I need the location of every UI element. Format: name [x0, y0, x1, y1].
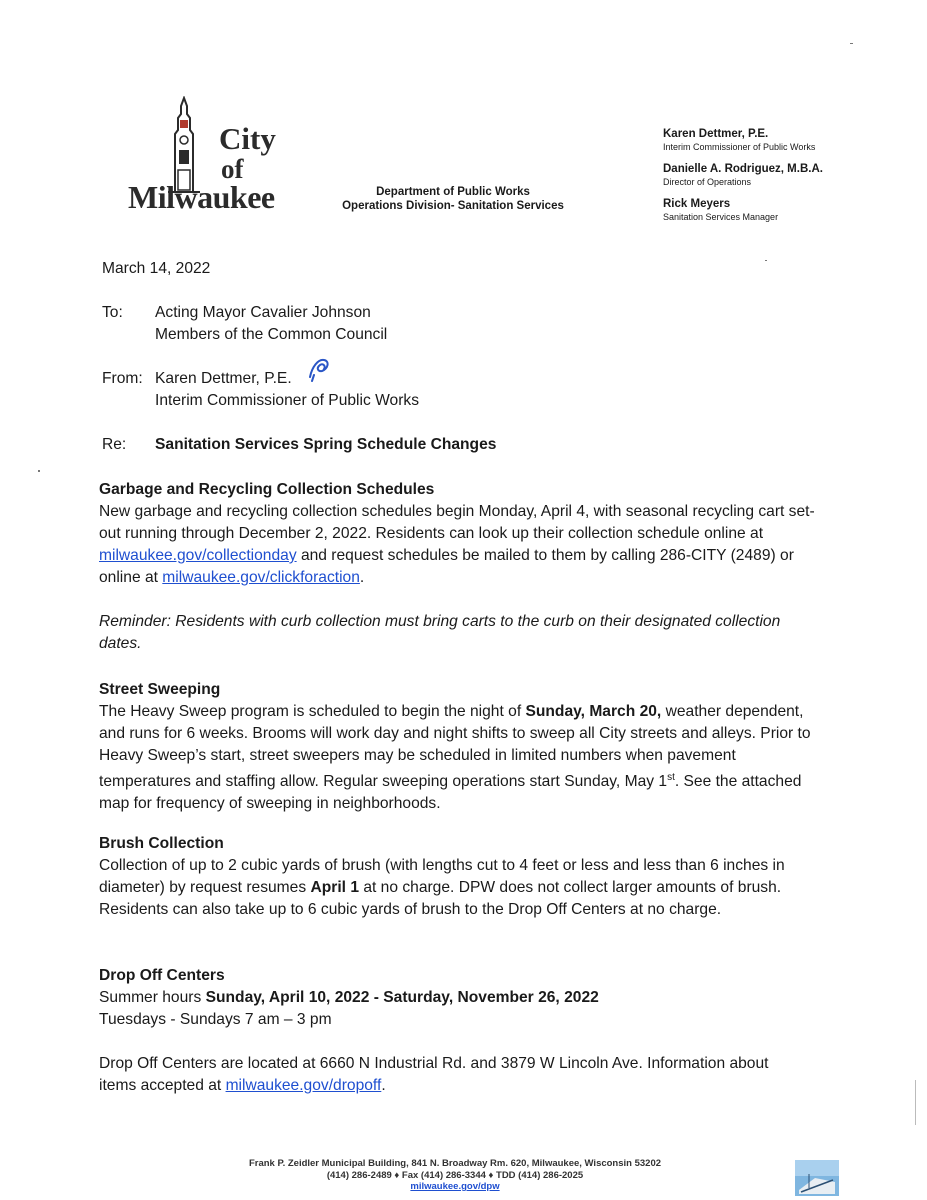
brush-paragraph: [99, 855, 804, 921]
to-line-2: Members of the Common Council: [155, 326, 388, 343]
staff-title: Interim Commissioner of Public Works: [663, 142, 816, 152]
sweeping-heading: Street Sweeping: [99, 681, 221, 698]
logo-of-text: of: [221, 154, 244, 184]
to-label: To:: [102, 304, 123, 321]
sweeping-paragraph: [99, 701, 821, 815]
staff-list: [663, 128, 893, 233]
logo-milwaukee-text: Milwaukee: [128, 179, 275, 215]
collectionday-link[interactable]: milwaukee.gov/collectionday: [99, 547, 297, 564]
brush-resume-date: April 1: [310, 879, 359, 896]
from-line-1: Karen Dettmer, P.E.: [155, 370, 292, 387]
staff-name: Danielle A. Rodriguez, M.B.A.: [663, 163, 823, 175]
brush-text-2: at no charge. DPW does not collect larger amounts of brush. Residents can also take up to 6 cubic yards of brush to the Drop Off Centers at no charge.: [99, 879, 782, 918]
division-name: Operations Division- Sanitation Services: [342, 200, 564, 212]
scan-speck: [850, 43, 853, 44]
staff-entry: [663, 198, 893, 223]
from-line-2: Interim Commissioner of Public Works: [155, 392, 420, 409]
logo-city-text: City: [219, 121, 276, 156]
dropoff-heading: Drop Off Centers: [99, 967, 225, 984]
dropoff-text-2: .: [381, 1077, 386, 1094]
staff-name: Karen Dettmer, P.E.: [663, 128, 769, 140]
dropoff-days: Tuesdays - Sundays 7 am – 3 pm: [99, 1011, 332, 1028]
dropoff-text-1: Drop Off Centers are located at 6660 N Industrial Rd. and 3879 W Lincoln Ave. Information about items accepted at: [99, 1055, 769, 1094]
page-edge-mark: [915, 1080, 916, 1125]
dropoff-location-paragraph: [99, 1053, 789, 1097]
scan-speck: [38, 470, 40, 472]
footer-address: Frank P. Zeidler Municipal Building, 841 N. Broadway Rm. 620, Milwaukee, Wisconsin 53202: [248, 1158, 662, 1169]
dropoff-hours-range: Sunday, April 10, 2022 - Saturday, November 26, 2022: [205, 989, 599, 1006]
ordinal-suffix: st: [667, 772, 675, 783]
staff-entry: [663, 128, 893, 153]
sweeping-section: [99, 679, 821, 815]
garbage-paragraph: [99, 501, 819, 589]
garbage-heading: Garbage and Recycling Collection Schedules: [99, 481, 435, 498]
clickforaction-link[interactable]: milwaukee.gov/clickforaction: [162, 569, 360, 586]
from-label: From:: [102, 370, 143, 387]
re-subject: Sanitation Services Spring Schedule Changes: [155, 436, 497, 453]
footer-dpw-link[interactable]: milwaukee.gov/dpw: [410, 1181, 500, 1192]
re-label: Re:: [102, 436, 127, 453]
sweeping-text-2: weather dependent, and runs for 6 weeks. Brooms will work day and night shifts to sweep all City streets and alleys. Prior to Heavy Sweep’s start, street sweepers may be scheduled in limited numbers when pavement temperatures and staffing allow. Regular sweeping operations start Sunday, May 1: [99, 703, 811, 791]
dropoff-hours-prefix: Summer hours: [99, 989, 206, 1006]
brush-heading: Brush Collection: [99, 835, 224, 852]
to-line-1: Acting Mayor Cavalier Johnson: [155, 304, 371, 321]
department-name: Department of Public Works: [376, 186, 530, 198]
sweeping-text-1: The Heavy Sweep program is scheduled to begin the night of: [99, 703, 526, 720]
footer: [180, 1158, 730, 1193]
staff-title: Director of Operations: [663, 177, 752, 187]
initials-signature-icon: [306, 355, 334, 383]
reminder-note: Reminder: Residents with curb collection must bring carts to the curb on their designated collection dates.: [99, 613, 781, 652]
sweeping-text-3: . See the attached map for frequency of sweeping in neighborhoods.: [99, 773, 802, 813]
memo-date: March 14, 2022: [102, 260, 211, 277]
scan-speck: [765, 260, 767, 261]
sweeping-start-date: Sunday, March 20,: [525, 703, 662, 720]
staff-name: Rick Meyers: [663, 198, 731, 210]
staff-title: Sanitation Services Manager: [663, 212, 779, 222]
garbage-text-1: New garbage and recycling collection schedules begin Monday, April 4, with seasonal recycling cart set-out running through December 2, 2022. Residents can look up their collection schedule online at: [99, 503, 815, 542]
city-logo: [128, 93, 288, 218]
garbage-section: [99, 479, 819, 589]
garbage-text-3: .: [359, 569, 365, 586]
dropoff-hours: [99, 987, 819, 1009]
department-block: [338, 185, 568, 213]
dropoff-section: [99, 965, 819, 1031]
dropoff-link[interactable]: milwaukee.gov/dropoff: [225, 1077, 382, 1094]
staff-entry: [663, 163, 893, 188]
footer-emblem-icon: [795, 1160, 839, 1196]
brush-section: [99, 833, 804, 921]
brush-text-1: Collection of up to 2 cubic yards of brush (with lengths cut to 4 feet or less and less than 6 inches in diameter) by request resumes: [99, 857, 785, 896]
garbage-text-2: and request schedules be mailed to them by calling 286-CITY (2489) or online at: [99, 547, 794, 586]
footer-phones: (414) 286-2489 ♦ Fax (414) 286-3344 ♦ TDD (414) 286-2025: [326, 1169, 584, 1181]
